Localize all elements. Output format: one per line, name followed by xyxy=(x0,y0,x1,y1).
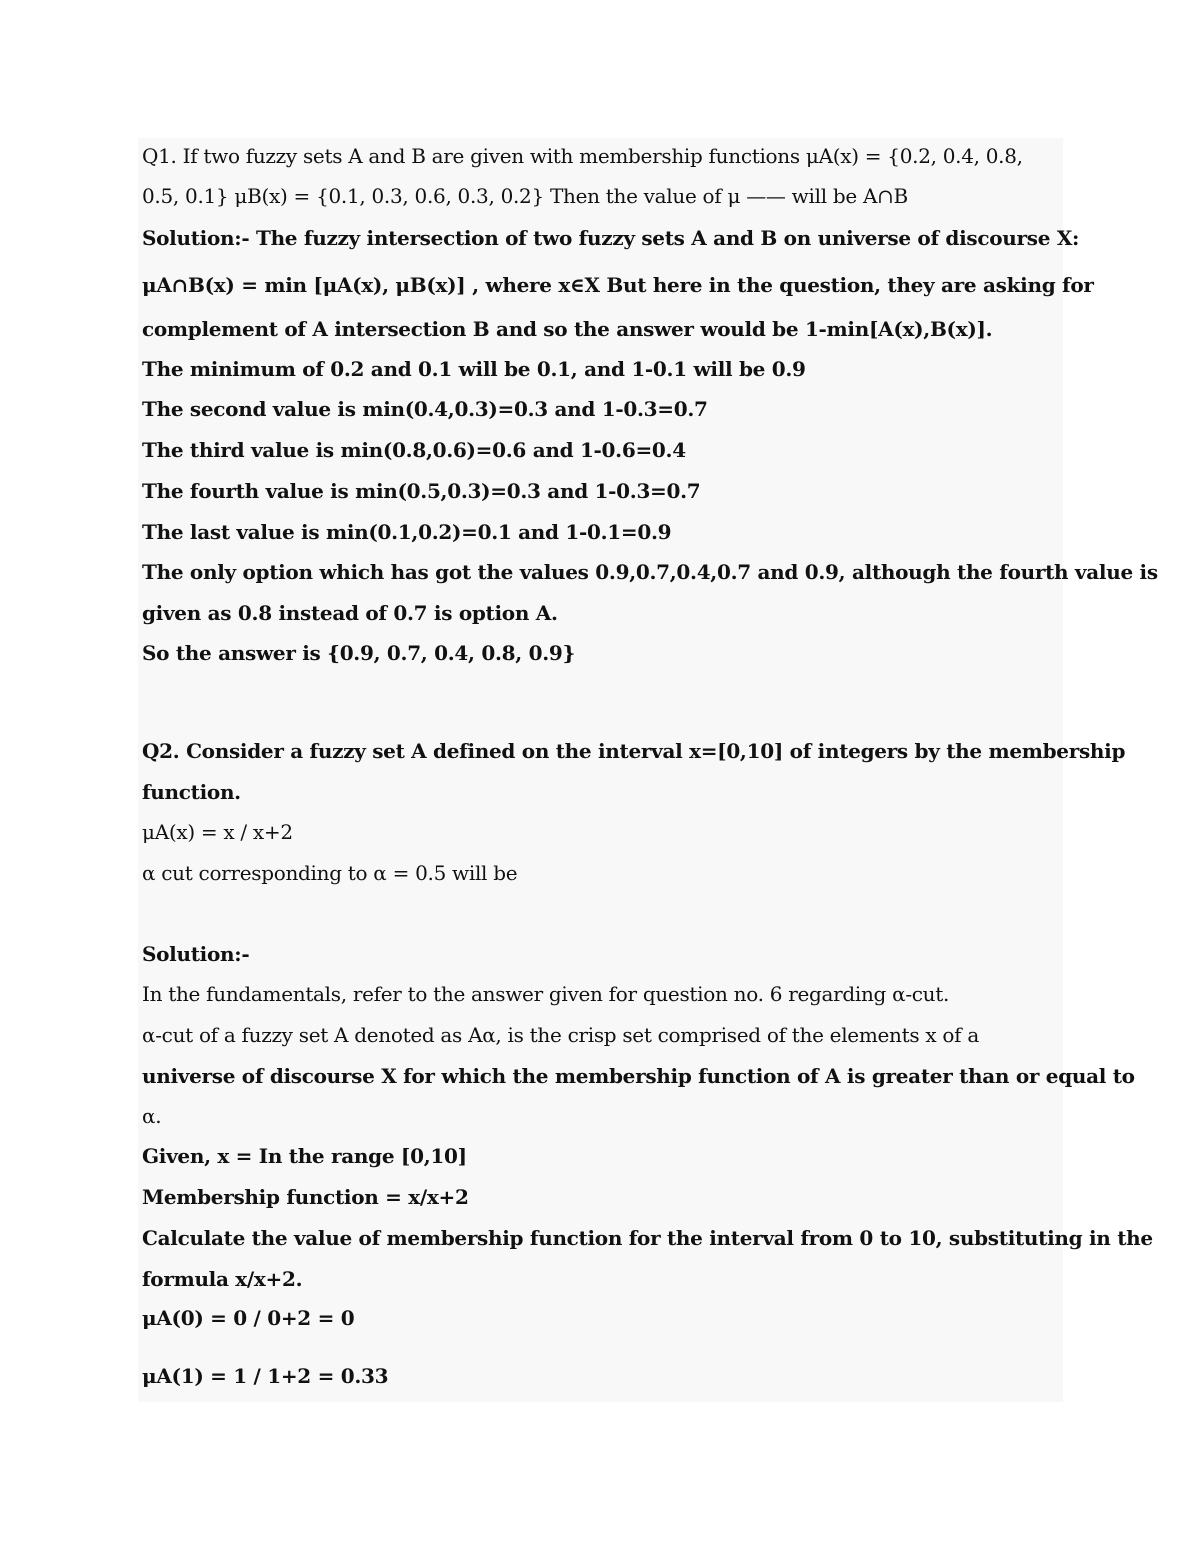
q1-step-third: The third value is min(0.8,0.6)=0.6 and 1-0.6=0.4 xyxy=(142,438,686,462)
q2-question-line-2: function. xyxy=(142,780,241,804)
q2-question-line-1: Q2. Consider a fuzzy set A defined on the interval x=[0,10] of integers by the membership xyxy=(142,739,1126,763)
q2-alpha-cut-definition-line-2: universe of discourse X for which the membership function of A is greater than or equal to xyxy=(142,1064,1135,1088)
q1-question-line-2: 0.5, 0.1} μB(x) = {0.1, 0.3, 0.6, 0.3, 0.2} Then the value of μ —— will be A∩B xyxy=(142,184,908,208)
q1-option-note-line-1: The only option which has got the values 0.9,0.7,0.4,0.7 and 0.9, although the fourth value is xyxy=(142,560,1158,584)
q1-step-last: The last value is min(0.1,0.2)=0.1 and 1-0.1=0.9 xyxy=(142,520,672,544)
q2-membership-function-statement: Membership function = x/x+2 xyxy=(142,1185,469,1209)
q1-step-first: The minimum of 0.2 and 0.1 will be 0.1, and 1-0.1 will be 0.9 xyxy=(142,357,806,381)
q2-mu-a-1: μA(1) = 1 / 1+2 = 0.33 xyxy=(142,1364,389,1388)
q2-calculate-line-1: Calculate the value of membership function for the interval from 0 to 10, substituting in the xyxy=(142,1226,1153,1250)
q1-solution-intro: Solution:- The fuzzy intersection of two fuzzy sets A and B on universe of discourse X: xyxy=(142,226,1080,250)
q1-step-second: The second value is min(0.4,0.3)=0.3 and 1-0.3=0.7 xyxy=(142,397,708,421)
q2-alpha-cut-definition-line-3: α. xyxy=(142,1104,162,1128)
q2-fundamentals-reference: In the fundamentals, refer to the answer given for question no. 6 regarding α-cut. xyxy=(142,982,950,1006)
q2-given-range: Given, x = In the range [0,10] xyxy=(142,1144,467,1168)
q2-solution-heading: Solution:- xyxy=(142,942,250,966)
q2-alpha-cut-question: α cut corresponding to α = 0.5 will be xyxy=(142,861,518,885)
q1-solution-complement: complement of A intersection B and so the answer would be 1-min[A(x),B(x)]. xyxy=(142,317,993,341)
q1-option-note-line-2: given as 0.8 instead of 0.7 is option A. xyxy=(142,601,558,625)
q1-solution-formula: μA∩B(x) = min [μA(x), μB(x)] , where x∈X But here in the question, they are asking for xyxy=(142,273,1094,297)
q1-answer: So the answer is {0.9, 0.7, 0.4, 0.8, 0.9} xyxy=(142,641,576,665)
q1-question-line-1: Q1. If two fuzzy sets A and B are given with membership functions μA(x) = {0.2, 0.4, 0.8, xyxy=(142,144,1023,168)
q1-step-fourth: The fourth value is min(0.5,0.3)=0.3 and 1-0.3=0.7 xyxy=(142,479,701,503)
q2-membership-function: μA(x) = x / x+2 xyxy=(142,820,293,844)
q2-alpha-cut-definition-line-1: α-cut of a fuzzy set A denoted as Aα, is the crisp set comprised of the elements x of a xyxy=(142,1023,979,1047)
q2-calculate-line-2: formula x/x+2. xyxy=(142,1267,303,1291)
q2-mu-a-0: μA(0) = 0 / 0+2 = 0 xyxy=(142,1306,355,1330)
